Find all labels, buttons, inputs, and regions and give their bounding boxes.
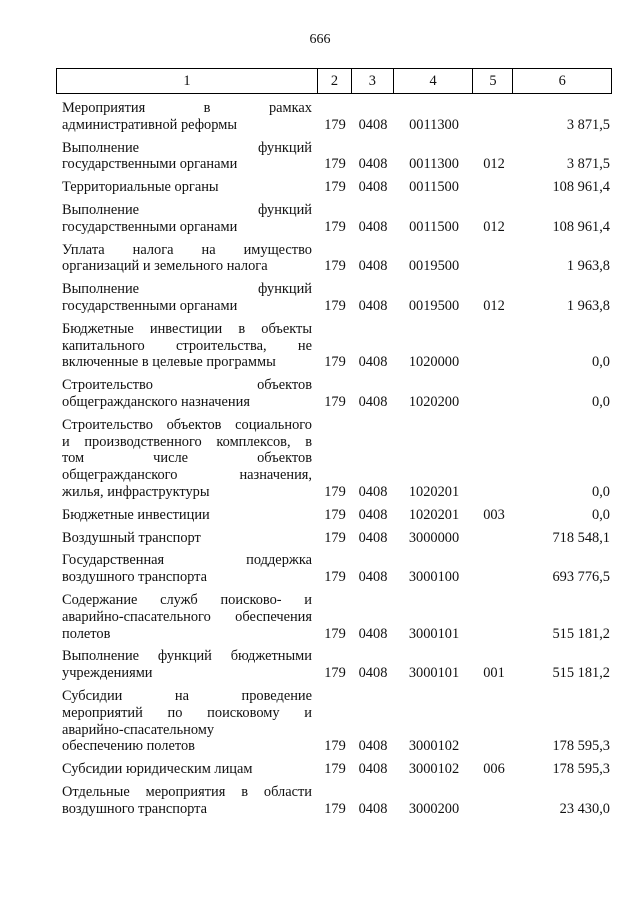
header-col-1: 1 [57,69,318,93]
description-line: полетов [62,625,111,642]
description-line: государственными органами [62,218,238,235]
code-target: 1020201 [408,506,460,523]
row-description [56,140,318,174]
description-line: организаций и земельного налога [62,258,268,275]
description-line: капитального строительства, не [62,337,312,354]
description-line: Выполнение функций [62,139,312,156]
table-row [56,648,612,682]
code-ministry: 179 [324,738,346,755]
description-line: Территориальные органы [62,179,219,196]
row-description [56,242,318,276]
code-ministry: 179 [324,218,346,235]
code-expense-type: 012 [483,218,505,235]
code-expense-type: 001 [483,665,505,682]
description-line: общегражданского назначения [62,393,250,410]
description-line: воздушного транспорта [62,800,208,817]
code-expense-type: 003 [483,506,505,523]
code-ministry: 179 [324,483,346,500]
header-col-2: 2 [318,69,352,93]
code-ministry: 179 [324,665,346,682]
code-target: 0011300 [409,116,459,133]
description-line: Субсидии юридическим лицам [62,761,253,778]
code-section: 0408 [358,116,388,133]
description-line: учреждениями [62,665,153,682]
header-col-5: 5 [473,69,513,93]
amount: 515 181,2 [552,665,610,682]
row-description [56,530,318,547]
code-section: 0408 [358,665,388,682]
code-ministry: 179 [324,116,346,133]
row-description [56,321,318,371]
code-ministry: 179 [324,297,346,314]
header-col-6: 6 [558,73,566,89]
table-row [56,140,612,174]
code-section: 0408 [358,297,388,314]
amount: 178 595,3 [552,738,610,755]
row-description [56,507,318,524]
table-row [56,202,612,236]
table-row [56,281,612,315]
code-section: 0408 [358,258,388,275]
description-line: жилья, инфраструктуры [62,483,210,500]
amount: 3 871,5 [566,116,610,133]
code-section: 0408 [358,529,388,546]
code-target: 3000102 [408,761,460,778]
code-target: 0019500 [408,258,460,275]
amount: 0,0 [592,483,610,500]
table-row [56,688,612,755]
table-header [56,68,612,94]
row-description [56,281,318,315]
table-row [56,377,612,411]
description-line: общегражданского назначения, [62,467,312,484]
code-ministry: 179 [324,761,346,778]
description-line: аварийно-спасательному [62,721,215,738]
row-description [56,761,318,778]
row-description [56,417,318,501]
row-description [56,179,318,196]
row-description [56,552,318,586]
code-section: 0408 [358,506,388,523]
amount: 0,0 [592,354,610,371]
description-line: административной реформы [62,116,237,133]
row-description [56,688,318,755]
amount: 0,0 [592,393,610,410]
description-line: аварийно-спасательного обеспечения [62,608,312,625]
amount: 0,0 [592,506,610,523]
description-line: воздушного транспорта [62,569,208,586]
description-line: том числе объектов [62,450,312,467]
table-row [56,507,612,524]
code-target: 3000101 [408,665,460,682]
amount: 108 961,4 [552,179,610,196]
description-line: и производственного комплексов, в [62,433,312,450]
page-number: 666 [309,32,331,47]
code-section: 0408 [358,569,388,586]
header-col-4: 4 [394,69,474,93]
description-line: мероприятий по поисковому и [62,704,312,721]
description-line: Выполнение функций [62,201,312,218]
row-description [56,784,318,818]
amount: 1 963,8 [566,258,610,275]
table-row [56,761,612,778]
description-line: государственными органами [62,156,238,173]
table-row [56,417,612,501]
code-ministry: 179 [324,179,346,196]
code-target: 3000101 [408,625,460,642]
row-description [56,377,318,411]
description-line: Мероприятия в рамках [62,100,312,116]
amount: 1 963,8 [566,297,610,314]
description-line: Строительство объектов социального [62,416,312,433]
budget-table [56,68,612,823]
description-line: Государственная поддержка [62,552,312,569]
code-section: 0408 [358,738,388,755]
code-ministry: 179 [324,156,346,173]
code-ministry: 179 [324,569,346,586]
table-row [56,552,612,586]
code-target: 3000200 [408,800,460,817]
code-section: 0408 [358,800,388,817]
description-line: Уплата налога на имущество [62,241,312,258]
amount: 3 871,5 [566,156,610,173]
code-section: 0408 [358,218,388,235]
code-target: 0011300 [409,156,459,173]
description-line: обеспечению полетов [62,738,195,755]
code-expense-type: 012 [483,297,505,314]
table-row [56,530,612,547]
code-ministry: 179 [324,800,346,817]
table-body [56,100,612,817]
description-line: Воздушный транспорт [62,529,201,546]
description-line: включенные в целевые программы [62,354,276,371]
row-description [56,648,318,682]
code-section: 0408 [358,354,388,371]
table-row [56,100,612,134]
code-ministry: 179 [324,506,346,523]
code-section: 0408 [358,761,388,778]
code-target: 0019500 [408,297,460,314]
row-description [56,100,318,134]
amount: 718 548,1 [552,529,610,546]
code-section: 0408 [358,483,388,500]
table-row [56,784,612,818]
description-line: государственными органами [62,297,238,314]
description-line: Выполнение функций [62,281,312,298]
code-ministry: 179 [324,354,346,371]
row-description [56,202,318,236]
table-row [56,179,612,196]
code-ministry: 179 [324,529,346,546]
code-target: 3000100 [408,569,460,586]
table-row [56,592,612,642]
header-col-3: 3 [352,69,394,93]
code-section: 0408 [358,179,388,196]
description-line: Содержание служб поисково- и [62,591,312,608]
code-target: 1020000 [408,354,460,371]
amount: 178 595,3 [552,761,610,778]
description-line: Бюджетные инвестиции в объекты [62,320,312,337]
code-expense-type: 012 [483,156,505,173]
amount: 23 430,0 [559,800,610,817]
code-ministry: 179 [324,393,346,410]
code-section: 0408 [358,156,388,173]
code-expense-type: 006 [483,761,505,778]
row-description [56,592,318,642]
description-line: Строительство объектов [62,377,312,394]
description-line: Бюджетные инвестиции [62,506,210,523]
description-line: Субсидии на проведение [62,687,312,704]
code-section: 0408 [358,625,388,642]
code-target: 3000000 [408,529,460,546]
code-ministry: 179 [324,258,346,275]
amount: 515 181,2 [552,625,610,642]
code-target: 0011500 [409,218,459,235]
code-target: 0011500 [409,179,459,196]
table-row [56,242,612,276]
code-ministry: 179 [324,625,346,642]
description-line: Отдельные мероприятия в области [62,783,312,800]
description-line: Выполнение функций бюджетными [62,648,312,665]
code-section: 0408 [358,393,388,410]
amount: 108 961,4 [552,218,610,235]
code-target: 1020201 [408,483,460,500]
code-target: 1020200 [408,393,460,410]
code-target: 3000102 [408,738,460,755]
table-row [56,321,612,371]
amount: 693 776,5 [552,569,610,586]
